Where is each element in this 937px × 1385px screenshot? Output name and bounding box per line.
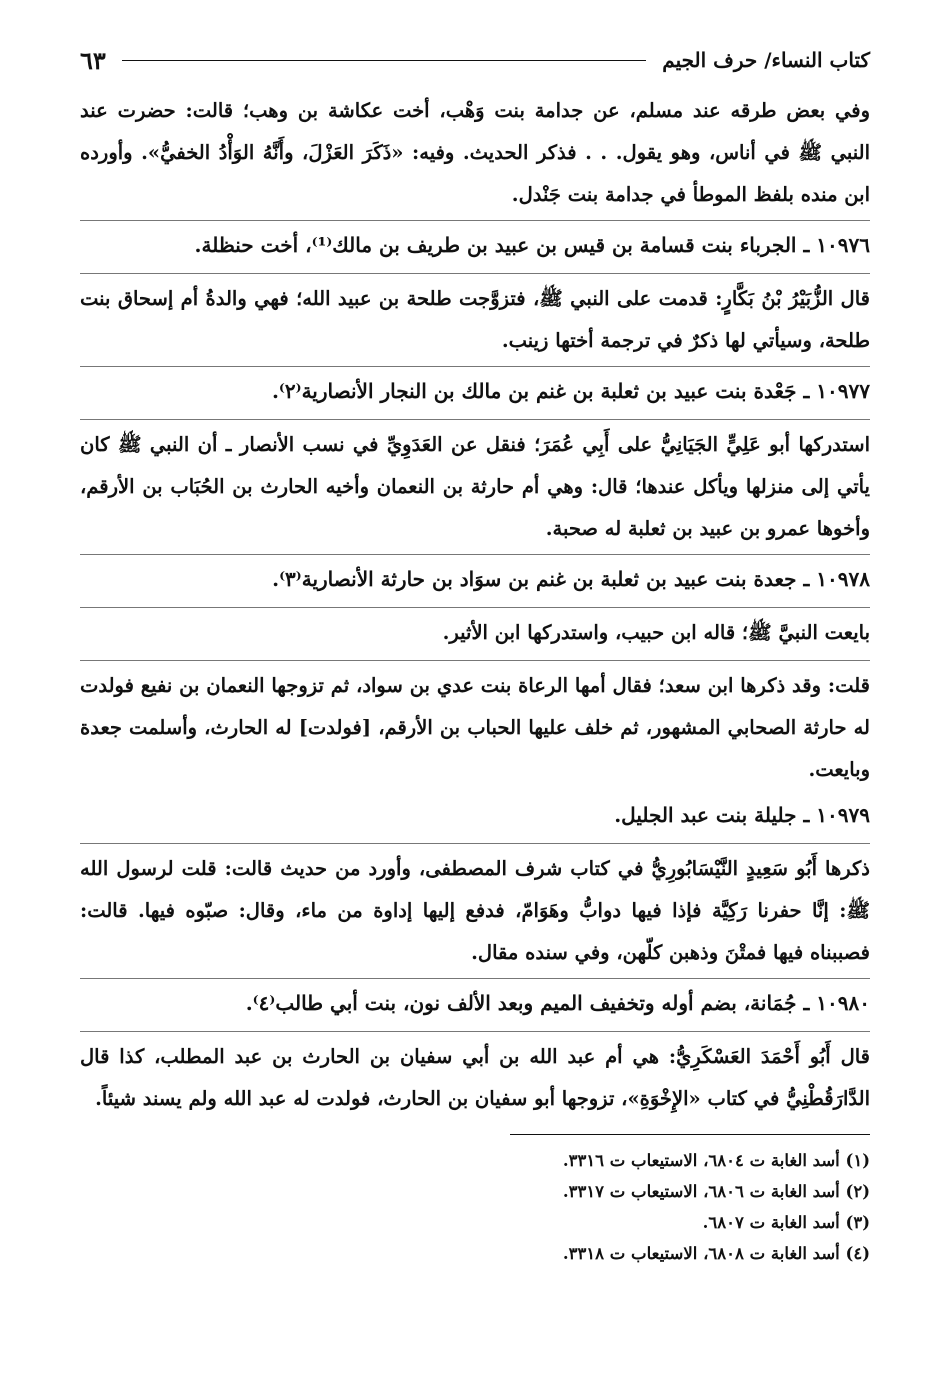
paragraph-askari: قال أَبُو أَحْمَدَ العَسْكَرِيُّ: هي أم عبد الله بن أبي سفيان بن الحارث بن عبد المطلب، كذا قال الدَّارَقُطْنِيُّ في كتاب «الإِخْوَةِ»، تزوجها أبو سفيان بن الحارث، فولدت له عبد الله ولم يسند شيئاً. [80, 1031, 870, 1120]
entry-10979: ١٠٩٧٩ ـ جليلة بنت عبد الجليل. [614, 803, 870, 827]
paragraph-naysaburi: ذكرها أَبُو سَعِيدٍ النَّيْسَابُورِيُّ في كتاب شرف المصطفى، وأورد من حديث قالت: قلت لرسول الله ﷺ: إنَّا حفرنا رَكِيَّة فإذا فيها دوابُّ وهَوَامّ، فدفع إليها إداوة من ماء، وقال: صبّوه فيها. قالت: فصببناه فيها فمتْنَ وذهبن كلّهن، وفي سنده مقال. [80, 843, 870, 974]
entry-10978: ١٠٩٧٨ ـ جعدة بنت عبيد بن ثعلبة بن غنم بن سوَاد بن حارثة الأنصارية⁽٣⁾. [80, 554, 870, 601]
page-header [80, 40, 870, 80]
footnote-1: (١) أسد الغابة ت ٦٨٠٤، الاستيعاب ت ٣٣١٦. [562, 1151, 870, 1170]
paragraph-bayaat: بايعت النبيَّ ﷺ؛ قاله ابن حبيب، واستدركها ابن الأثير. [80, 607, 870, 654]
footnotes [80, 1134, 870, 1269]
running-title: كتاب النساء/ حرف الجيم [662, 48, 870, 72]
entry-10976: ١٠٩٧٦ ـ الجرباء بنت قسامة بن قيس بن عبيد بن طريف بن مالك⁽¹⁾، أخت حنظلة. [80, 220, 870, 267]
book-page [80, 40, 870, 1360]
entry-10977: ١٠٩٧٧ ـ جَعْدة بنت عبيد بن ثعلبة بن غنم بن مالك بن النجار الأنصارية⁽٢⁾. [80, 366, 870, 413]
paragraph-ibn-saad: قلت: وقد ذكرها ابن سعد؛ فقال أمها الرعاة بنت عدي بن سواد، ثم تزوجها النعمان بن نفيع فولدت له حارثة الصحابي المشهور، ثم خلف عليها الحباب بن الأرقم، [فولدت] له الحارث، وأسلمت جعدة وبايعت. [80, 660, 870, 791]
paragraph-zubayr: قال الزُّبَيْرُ بْنُ بَكَّارٍ: قدمت على النبي ﷺ، فتزوَّجت طلحة بن عبيد الله؛ فهي والدةُ أم إسحاق بنت طلحة، وسيأتي لها ذكرٌ في ترجمة أختها زينب. [80, 273, 870, 362]
page-body [80, 90, 870, 1120]
footnote-rule [510, 1134, 870, 1135]
paragraph-jadama-hadith: وفي بعض طرقه عند مسلم، عن جدامة بنت وَهْب، أخت عكاشة بن وهب؛ قالت: حضرت عند النبي ﷺ في أناس، وهو يقول. . . فذكر الحديث. وفيه: «ذَكَرَ العَزْلَ، وأَنَّهُ الوَأْدُ الخفيُّ». وأورده ابن منده بلفظ الموطأ في جدامة بنت جَنْدل. [80, 99, 870, 206]
footnote-2: (٢) أسد الغابة ت ٦٨٠٦، الاستيعاب ت ٣٣١٧. [562, 1182, 870, 1201]
entry-10980: ١٠٩٨٠ ـ جُمَانة، بضم أوله وتخفيف الميم وبعد الألف نون، بنت أبي طالب⁽٤⁾. [80, 978, 870, 1025]
header-rule [122, 60, 646, 61]
footnote-3: (٣) أسد الغابة ت ٦٨٠٧. [702, 1213, 870, 1232]
paragraph-jayani: استدركها أبو عَلِيٍّ الجَيَانِيُّ على أَبِي عُمَرَ؛ فنقل عن العَدَوِيِّ في نسب الأنصار ـ أن النبي ﷺ كان يأتي إلى منزلها ويأكل عندها؛ قال: وهي أم حارثة بن النعمان وأخيه الحارث بن الحُبَاب بن الأرقم، وأخوها عمرو بن عبيد بن ثعلبة له صحبة. [80, 419, 870, 550]
page-number: ٦٣ [80, 45, 106, 75]
footnote-4: (٤) أسد الغابة ت ٦٨٠٨، الاستيعاب ت ٣٣١٨. [562, 1244, 870, 1263]
